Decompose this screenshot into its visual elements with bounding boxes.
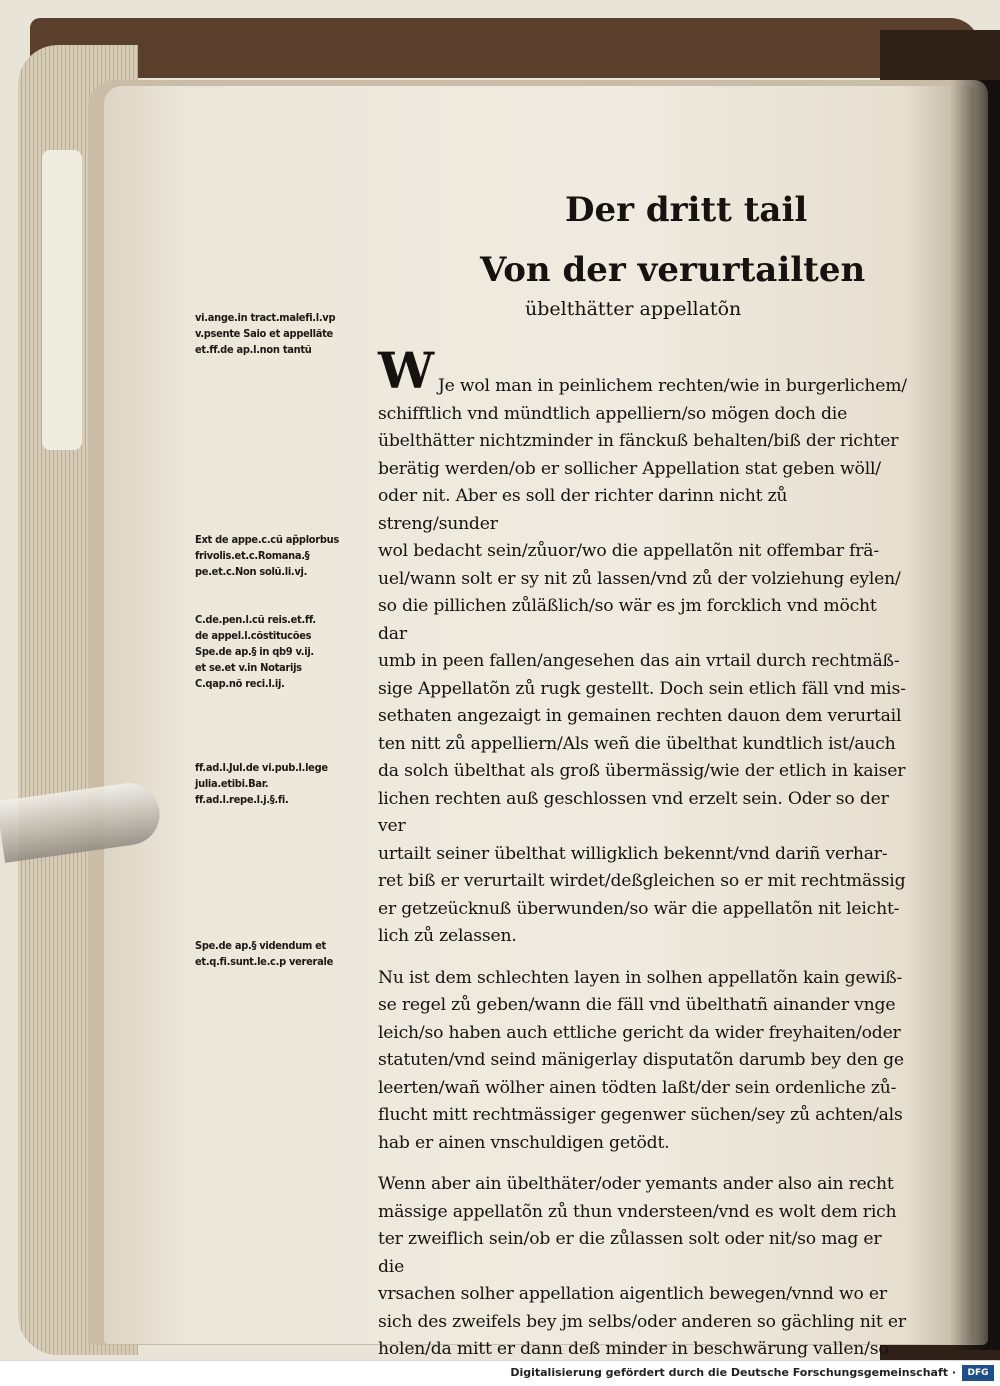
margin-note: C.de.pen.l.cũ reis.et.ff. de appel.l.cõstitucões Spe.de ap.§ in qb9 v.ij. et se.et v.in Notarijs C.qap.nõ reci.l.ij. <box>195 613 316 690</box>
margin-note: Spe.de ap.§ videndum et et.q.fi.sunt.le.c.p vererale <box>195 939 334 968</box>
paragraph-3: Wenn aber ain übelthäter/oder yemants ander also ain recht mässige appellatõn zů thun vndersteen/vnd es wolt dem rich ter zweiflich sein/ob er die zůlassen solt oder nit/so mag er die vrsachen solher appellation aigentlich bewegen/vnnd wo er sich des zweifels bey jm selbs/oder anderen so gächling nit er holen/da mitt er dann deß minder in beschwärung vallen/so <box>378 1174 906 1359</box>
gutter-shadow <box>950 80 1000 1350</box>
body-text <box>378 318 908 1360</box>
paragraph-1 <box>378 318 908 951</box>
margin-notes <box>195 310 370 1010</box>
margin-note: ff.ad.l.Jul.de vi.pub.l.lege julia.etibi.Bar. ff.ad.l.repe.l.j.§.fi. <box>195 761 328 806</box>
footer-credit: Digitalisierung gefördert durch die Deutsche Forschungsgemeinschaft · <box>510 1366 956 1379</box>
chapter-subtitle: übelthätter appellatõn <box>525 298 742 320</box>
paragraph-2: Nu ist dem schlechten layen in solhen appellatõn kain gewiß- se regel zů geben/wann die fäll vnd übelthatñ ainander vnge leich/so haben auch ettliche gericht da wider freyhaiten/oder statuten/vnd seind mänigerlay disputatõn darumb bey den ge leerten/wañ wölher ainen tödten laßt/der sein ordenliche zů- flucht mitt rechtmässiger gegenwer süchen/sey zů achten/als hab er ainen vnschuldigen getödt. <box>378 967 904 1153</box>
chapter-title: Von der verurtailten <box>480 250 866 290</box>
margin-note: Ext de appe.c.cũ ap̃plorbus frivolis.et.c.Romana.§ pe.et.c.Non solũ.li.vj. <box>195 533 339 578</box>
margin-note: vi.ange.in tract.malefi.l.vp v.psente Saio et appellãte et.ff.de ap.l.non tantũ <box>195 311 336 356</box>
dfg-logo-icon: DFG <box>962 1365 994 1381</box>
running-head: Der dritt tail <box>565 190 808 230</box>
paragraph-1-text: Je wol man in peinlichem rechten/wie in burgerlichem/ schifftlich vnd mündtlich appelliern/so mögen doch die übelthätter nichtzminder in fänckuß behalten/biß der richter berätig werden/ob er sollicher Appellation stat geben wöll/ oder nit. Aber es soll der richter darinn nicht zů streng/sunder wol bedacht sein/zůuor/wo die appellatõn nit offembar frä- uel/wann solt er sy nit zů lassen/vnd zů der volziehung eylen/ so die pillichen zůläßlich/so wär es jm forcklich vnd möcht dar umb in peen fallen/angesehen das ain vrtail durch rechtmäß- sige Appellatõn zů rugk gestellt. Doch sein etlich fäll vnd mis- sethaten angezaigt in gemainen rechten dauon dem verurtail ten nitt zů appelliern/Als weñ die übelthat kundtlich ist/auch da solch übelthat als groß übermässig/wie der etlich in kaiser lichen rechten auß geschlossen vnd erzelt sein. Oder so der ver urtailt seiner übelthat willigklich bekennt/vnd dariñ verhar- ret biß er verurtailt wirdet/deßgleichen so er mit rechtmässig er getzeücknuß überwunden/so wär die appellatõn nit leicht- lich zů zelassen. <box>378 376 907 946</box>
torn-paper-fragment <box>42 150 82 450</box>
footer-bar <box>0 1360 1000 1386</box>
drop-cap: W <box>378 340 434 400</box>
book-cover-top-edge <box>30 18 980 78</box>
